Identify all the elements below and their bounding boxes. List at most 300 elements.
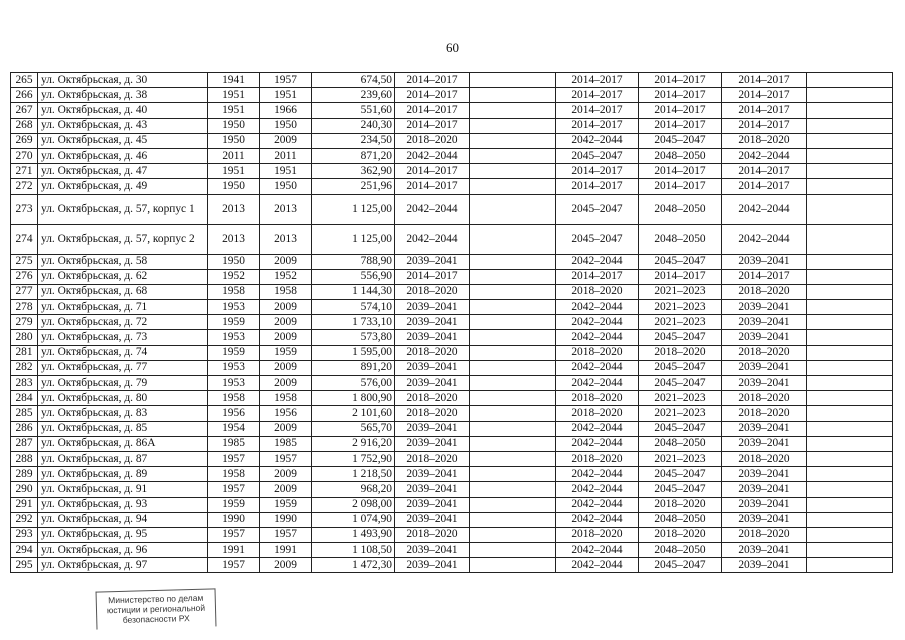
period-1-cell: 2039–2041 bbox=[395, 497, 470, 512]
address-cell: ул. Октябрьская, д. 46 bbox=[38, 148, 208, 163]
period-6-cell bbox=[807, 330, 893, 345]
address-cell: ул. Октябрьская, д. 86А bbox=[38, 436, 208, 451]
year-cell: 1959 bbox=[260, 345, 312, 360]
address-cell: ул. Октябрьская, д. 57, корпус 2 bbox=[38, 224, 208, 254]
address-cell: ул. Октябрьская, д. 57, корпус 1 bbox=[38, 194, 208, 224]
period-1-cell: 2039–2041 bbox=[395, 558, 470, 573]
period-2-cell bbox=[470, 436, 556, 451]
year-cell: 2009 bbox=[260, 133, 312, 148]
period-4-cell: 2018–2020 bbox=[639, 345, 722, 360]
period-5-cell: 2014–2017 bbox=[722, 179, 807, 194]
row-number: 286 bbox=[11, 421, 38, 436]
period-6-cell bbox=[807, 118, 893, 133]
row-number: 275 bbox=[11, 254, 38, 269]
period-2-cell bbox=[470, 391, 556, 406]
area-cell: 573,80 bbox=[312, 330, 395, 345]
period-6-cell bbox=[807, 451, 893, 466]
period-4-cell: 2045–2047 bbox=[639, 376, 722, 391]
year-cell: 1951 bbox=[260, 88, 312, 103]
period-5-cell: 2018–2020 bbox=[722, 345, 807, 360]
period-2-cell bbox=[470, 300, 556, 315]
period-3-cell: 2018–2020 bbox=[556, 391, 639, 406]
page-number: 60 bbox=[446, 40, 459, 55]
period-2-cell bbox=[470, 558, 556, 573]
period-6-cell bbox=[807, 269, 893, 284]
period-4-cell: 2014–2017 bbox=[639, 118, 722, 133]
period-3-cell: 2014–2017 bbox=[556, 88, 639, 103]
period-6-cell bbox=[807, 133, 893, 148]
area-cell: 240,30 bbox=[312, 118, 395, 133]
period-2-cell bbox=[470, 543, 556, 558]
period-4-cell: 2018–2020 bbox=[639, 527, 722, 542]
row-number: 295 bbox=[11, 558, 38, 573]
period-3-cell: 2042–2044 bbox=[556, 497, 639, 512]
address-cell: ул. Октябрьская, д. 87 bbox=[38, 451, 208, 466]
year-cell: 1956 bbox=[260, 406, 312, 421]
address-cell: ул. Октябрьская, д. 68 bbox=[38, 284, 208, 299]
year-built-cell: 1958 bbox=[208, 467, 260, 482]
period-4-cell: 2045–2047 bbox=[639, 330, 722, 345]
row-number: 287 bbox=[11, 436, 38, 451]
period-4-cell: 2045–2047 bbox=[639, 133, 722, 148]
year-built-cell: 1953 bbox=[208, 300, 260, 315]
period-3-cell: 2018–2020 bbox=[556, 284, 639, 299]
period-5-cell: 2014–2017 bbox=[722, 103, 807, 118]
row-number: 292 bbox=[11, 512, 38, 527]
period-1-cell: 2039–2041 bbox=[395, 315, 470, 330]
year-built-cell: 1957 bbox=[208, 558, 260, 573]
area-cell: 2 098,00 bbox=[312, 497, 395, 512]
period-1-cell: 2014–2017 bbox=[395, 88, 470, 103]
table-row bbox=[11, 88, 893, 103]
period-5-cell: 2039–2041 bbox=[722, 558, 807, 573]
period-1-cell: 2039–2041 bbox=[395, 512, 470, 527]
area-cell: 574,10 bbox=[312, 300, 395, 315]
address-cell: ул. Октябрьская, д. 45 bbox=[38, 133, 208, 148]
period-5-cell: 2042–2044 bbox=[722, 148, 807, 163]
year-built-cell: 1953 bbox=[208, 330, 260, 345]
year-built-cell: 1959 bbox=[208, 345, 260, 360]
address-cell: ул. Октябрьская, д. 85 bbox=[38, 421, 208, 436]
period-3-cell: 2042–2044 bbox=[556, 482, 639, 497]
row-number: 273 bbox=[11, 194, 38, 224]
period-5-cell: 2039–2041 bbox=[722, 254, 807, 269]
area-cell: 565,70 bbox=[312, 421, 395, 436]
period-2-cell bbox=[470, 360, 556, 375]
area-cell: 1 144,30 bbox=[312, 284, 395, 299]
period-1-cell: 2039–2041 bbox=[395, 254, 470, 269]
period-1-cell: 2039–2041 bbox=[395, 467, 470, 482]
year-built-cell: 1951 bbox=[208, 103, 260, 118]
period-6-cell bbox=[807, 103, 893, 118]
area-cell: 1 472,30 bbox=[312, 558, 395, 573]
area-cell: 1 074,90 bbox=[312, 512, 395, 527]
row-number: 272 bbox=[11, 179, 38, 194]
area-cell: 788,90 bbox=[312, 254, 395, 269]
period-2-cell bbox=[470, 527, 556, 542]
period-6-cell bbox=[807, 527, 893, 542]
row-number: 278 bbox=[11, 300, 38, 315]
area-cell: 1 493,90 bbox=[312, 527, 395, 542]
year-built-cell: 1941 bbox=[208, 73, 260, 88]
period-4-cell: 2045–2047 bbox=[639, 558, 722, 573]
row-number: 285 bbox=[11, 406, 38, 421]
period-2-cell bbox=[470, 497, 556, 512]
period-5-cell: 2039–2041 bbox=[722, 497, 807, 512]
period-2-cell bbox=[470, 194, 556, 224]
period-6-cell bbox=[807, 164, 893, 179]
period-2-cell bbox=[470, 406, 556, 421]
period-6-cell bbox=[807, 421, 893, 436]
year-cell: 1952 bbox=[260, 269, 312, 284]
period-5-cell: 2039–2041 bbox=[722, 330, 807, 345]
period-1-cell: 2018–2020 bbox=[395, 284, 470, 299]
period-6-cell bbox=[807, 194, 893, 224]
period-2-cell bbox=[470, 133, 556, 148]
year-cell: 2009 bbox=[260, 254, 312, 269]
period-6-cell bbox=[807, 254, 893, 269]
period-1-cell: 2018–2020 bbox=[395, 451, 470, 466]
year-cell: 2009 bbox=[260, 558, 312, 573]
address-cell: ул. Октябрьская, д. 91 bbox=[38, 482, 208, 497]
period-6-cell bbox=[807, 284, 893, 299]
row-number: 271 bbox=[11, 164, 38, 179]
period-2-cell bbox=[470, 254, 556, 269]
table-row bbox=[11, 224, 893, 254]
period-4-cell: 2048–2050 bbox=[639, 224, 722, 254]
period-1-cell: 2014–2017 bbox=[395, 164, 470, 179]
year-cell: 2009 bbox=[260, 467, 312, 482]
row-number: 284 bbox=[11, 391, 38, 406]
address-cell: ул. Октябрьская, д. 79 bbox=[38, 376, 208, 391]
period-3-cell: 2042–2044 bbox=[556, 543, 639, 558]
period-6-cell bbox=[807, 73, 893, 88]
period-6-cell bbox=[807, 512, 893, 527]
period-5-cell: 2039–2041 bbox=[722, 315, 807, 330]
year-built-cell: 1950 bbox=[208, 133, 260, 148]
stamp-line-2: юстиции и региональной bbox=[106, 602, 206, 616]
table-row bbox=[11, 73, 893, 88]
period-2-cell bbox=[470, 284, 556, 299]
year-cell: 1957 bbox=[260, 451, 312, 466]
period-2-cell bbox=[470, 512, 556, 527]
period-5-cell: 2018–2020 bbox=[722, 451, 807, 466]
area-cell: 1 595,00 bbox=[312, 345, 395, 360]
period-4-cell: 2021–2023 bbox=[639, 284, 722, 299]
period-1-cell: 2039–2041 bbox=[395, 300, 470, 315]
period-4-cell: 2014–2017 bbox=[639, 73, 722, 88]
year-built-cell: 2011 bbox=[208, 148, 260, 163]
table-row bbox=[11, 254, 893, 269]
row-number: 288 bbox=[11, 451, 38, 466]
address-cell: ул. Октябрьская, д. 58 bbox=[38, 254, 208, 269]
table-body bbox=[11, 73, 893, 573]
area-cell: 251,96 bbox=[312, 179, 395, 194]
period-4-cell: 2045–2047 bbox=[639, 482, 722, 497]
period-4-cell: 2021–2023 bbox=[639, 451, 722, 466]
year-cell: 1957 bbox=[260, 527, 312, 542]
area-cell: 234,50 bbox=[312, 133, 395, 148]
area-cell: 891,20 bbox=[312, 360, 395, 375]
table-row bbox=[11, 360, 893, 375]
period-5-cell: 2018–2020 bbox=[722, 391, 807, 406]
period-4-cell: 2014–2017 bbox=[639, 164, 722, 179]
year-cell: 1951 bbox=[260, 164, 312, 179]
year-cell: 1957 bbox=[260, 73, 312, 88]
table-row bbox=[11, 148, 893, 163]
period-1-cell: 2039–2041 bbox=[395, 330, 470, 345]
period-2-cell bbox=[470, 118, 556, 133]
table-row bbox=[11, 512, 893, 527]
address-cell: ул. Октябрьская, д. 62 bbox=[38, 269, 208, 284]
area-cell: 968,20 bbox=[312, 482, 395, 497]
period-4-cell: 2014–2017 bbox=[639, 269, 722, 284]
period-1-cell: 2014–2017 bbox=[395, 179, 470, 194]
period-4-cell: 2045–2047 bbox=[639, 467, 722, 482]
period-3-cell: 2014–2017 bbox=[556, 103, 639, 118]
period-4-cell: 2021–2023 bbox=[639, 406, 722, 421]
period-5-cell: 2039–2041 bbox=[722, 360, 807, 375]
period-4-cell: 2021–2023 bbox=[639, 300, 722, 315]
period-4-cell: 2048–2050 bbox=[639, 436, 722, 451]
row-number: 269 bbox=[11, 133, 38, 148]
period-6-cell bbox=[807, 88, 893, 103]
stamp-line-3: безопасности РХ bbox=[122, 613, 190, 625]
address-cell: ул. Октябрьская, д. 93 bbox=[38, 497, 208, 512]
period-5-cell: 2039–2041 bbox=[722, 436, 807, 451]
table-row bbox=[11, 345, 893, 360]
area-cell: 1 733,10 bbox=[312, 315, 395, 330]
year-cell: 2009 bbox=[260, 482, 312, 497]
area-cell: 551,60 bbox=[312, 103, 395, 118]
table-row bbox=[11, 133, 893, 148]
period-1-cell: 2018–2020 bbox=[395, 133, 470, 148]
period-4-cell: 2045–2047 bbox=[639, 360, 722, 375]
address-cell: ул. Октябрьская, д. 43 bbox=[38, 118, 208, 133]
table-row bbox=[11, 497, 893, 512]
period-6-cell bbox=[807, 436, 893, 451]
period-3-cell: 2014–2017 bbox=[556, 73, 639, 88]
period-5-cell: 2014–2017 bbox=[722, 118, 807, 133]
address-cell: ул. Октябрьская, д. 40 bbox=[38, 103, 208, 118]
period-3-cell: 2042–2044 bbox=[556, 421, 639, 436]
table-row bbox=[11, 376, 893, 391]
period-4-cell: 2021–2023 bbox=[639, 315, 722, 330]
stamp bbox=[96, 588, 217, 629]
address-cell: ул. Октябрьская, д. 83 bbox=[38, 406, 208, 421]
address-cell: ул. Октябрьская, д. 74 bbox=[38, 345, 208, 360]
period-4-cell: 2048–2050 bbox=[639, 194, 722, 224]
table-row bbox=[11, 300, 893, 315]
period-6-cell bbox=[807, 543, 893, 558]
period-1-cell: 2039–2041 bbox=[395, 376, 470, 391]
table-row bbox=[11, 284, 893, 299]
period-4-cell: 2048–2050 bbox=[639, 543, 722, 558]
period-5-cell: 2014–2017 bbox=[722, 269, 807, 284]
period-2-cell bbox=[470, 467, 556, 482]
period-1-cell: 2039–2041 bbox=[395, 421, 470, 436]
table-row bbox=[11, 421, 893, 436]
area-cell: 1 752,90 bbox=[312, 451, 395, 466]
year-cell: 1950 bbox=[260, 179, 312, 194]
table-row bbox=[11, 164, 893, 179]
period-3-cell: 2014–2017 bbox=[556, 118, 639, 133]
row-number: 277 bbox=[11, 284, 38, 299]
period-1-cell: 2014–2017 bbox=[395, 118, 470, 133]
period-2-cell bbox=[470, 269, 556, 284]
period-4-cell: 2045–2047 bbox=[639, 254, 722, 269]
address-cell: ул. Октябрьская, д. 38 bbox=[38, 88, 208, 103]
year-built-cell: 1956 bbox=[208, 406, 260, 421]
table-row bbox=[11, 269, 893, 284]
period-6-cell bbox=[807, 467, 893, 482]
period-2-cell bbox=[470, 315, 556, 330]
year-cell: 1958 bbox=[260, 391, 312, 406]
area-cell: 576,00 bbox=[312, 376, 395, 391]
year-built-cell: 1990 bbox=[208, 512, 260, 527]
address-cell: ул. Октябрьская, д. 80 bbox=[38, 391, 208, 406]
table-row bbox=[11, 118, 893, 133]
period-3-cell: 2045–2047 bbox=[556, 148, 639, 163]
year-built-cell: 1954 bbox=[208, 421, 260, 436]
table-row bbox=[11, 482, 893, 497]
year-built-cell: 1951 bbox=[208, 88, 260, 103]
period-5-cell: 2014–2017 bbox=[722, 164, 807, 179]
period-1-cell: 2039–2041 bbox=[395, 436, 470, 451]
address-cell: ул. Октябрьская, д. 94 bbox=[38, 512, 208, 527]
period-3-cell: 2042–2044 bbox=[556, 360, 639, 375]
year-cell: 1959 bbox=[260, 497, 312, 512]
year-cell: 2009 bbox=[260, 330, 312, 345]
year-cell: 2009 bbox=[260, 300, 312, 315]
period-5-cell: 2042–2044 bbox=[722, 224, 807, 254]
year-built-cell: 1959 bbox=[208, 497, 260, 512]
period-3-cell: 2042–2044 bbox=[556, 467, 639, 482]
year-built-cell: 1957 bbox=[208, 527, 260, 542]
period-5-cell: 2039–2041 bbox=[722, 421, 807, 436]
period-5-cell: 2039–2041 bbox=[722, 543, 807, 558]
period-1-cell: 2042–2044 bbox=[395, 148, 470, 163]
year-built-cell: 1953 bbox=[208, 360, 260, 375]
period-2-cell bbox=[470, 73, 556, 88]
year-cell: 1991 bbox=[260, 543, 312, 558]
year-cell: 1985 bbox=[260, 436, 312, 451]
period-1-cell: 2018–2020 bbox=[395, 406, 470, 421]
period-6-cell bbox=[807, 497, 893, 512]
area-cell: 239,60 bbox=[312, 88, 395, 103]
period-3-cell: 2042–2044 bbox=[556, 512, 639, 527]
period-1-cell: 2018–2020 bbox=[395, 345, 470, 360]
period-2-cell bbox=[470, 376, 556, 391]
address-cell: ул. Октябрьская, д. 96 bbox=[38, 543, 208, 558]
period-6-cell bbox=[807, 558, 893, 573]
year-cell: 2011 bbox=[260, 148, 312, 163]
period-4-cell: 2014–2017 bbox=[639, 103, 722, 118]
period-5-cell: 2039–2041 bbox=[722, 482, 807, 497]
period-6-cell bbox=[807, 179, 893, 194]
period-3-cell: 2042–2044 bbox=[556, 558, 639, 573]
area-cell: 362,90 bbox=[312, 164, 395, 179]
address-cell: ул. Октябрьская, д. 49 bbox=[38, 179, 208, 194]
area-cell: 674,50 bbox=[312, 73, 395, 88]
row-number: 266 bbox=[11, 88, 38, 103]
table-row bbox=[11, 391, 893, 406]
address-cell: ул. Октябрьская, д. 97 bbox=[38, 558, 208, 573]
period-1-cell: 2039–2041 bbox=[395, 543, 470, 558]
table-row bbox=[11, 315, 893, 330]
table-row bbox=[11, 179, 893, 194]
period-4-cell: 2048–2050 bbox=[639, 512, 722, 527]
address-cell: ул. Октябрьская, д. 72 bbox=[38, 315, 208, 330]
row-number: 276 bbox=[11, 269, 38, 284]
year-built-cell: 2013 bbox=[208, 224, 260, 254]
period-5-cell: 2018–2020 bbox=[722, 527, 807, 542]
year-cell: 2009 bbox=[260, 421, 312, 436]
row-number: 290 bbox=[11, 482, 38, 497]
year-built-cell: 1959 bbox=[208, 315, 260, 330]
period-3-cell: 2042–2044 bbox=[556, 376, 639, 391]
period-2-cell bbox=[470, 164, 556, 179]
period-1-cell: 2014–2017 bbox=[395, 103, 470, 118]
period-3-cell: 2042–2044 bbox=[556, 300, 639, 315]
period-2-cell bbox=[470, 148, 556, 163]
year-cell: 1950 bbox=[260, 118, 312, 133]
area-cell: 1 800,90 bbox=[312, 391, 395, 406]
stamp-line-1: Министерство по делам bbox=[108, 592, 204, 606]
period-6-cell bbox=[807, 224, 893, 254]
period-5-cell: 2014–2017 bbox=[722, 73, 807, 88]
year-built-cell: 1952 bbox=[208, 269, 260, 284]
period-3-cell: 2018–2020 bbox=[556, 345, 639, 360]
period-2-cell bbox=[470, 179, 556, 194]
year-built-cell: 1985 bbox=[208, 436, 260, 451]
period-4-cell: 2014–2017 bbox=[639, 179, 722, 194]
period-5-cell: 2039–2041 bbox=[722, 376, 807, 391]
row-number: 267 bbox=[11, 103, 38, 118]
row-number: 268 bbox=[11, 118, 38, 133]
period-3-cell: 2042–2044 bbox=[556, 254, 639, 269]
period-5-cell: 2018–2020 bbox=[722, 284, 807, 299]
area-cell: 1 218,50 bbox=[312, 467, 395, 482]
table-row bbox=[11, 406, 893, 421]
period-4-cell: 2014–2017 bbox=[639, 88, 722, 103]
period-2-cell bbox=[470, 103, 556, 118]
period-3-cell: 2042–2044 bbox=[556, 436, 639, 451]
period-6-cell bbox=[807, 360, 893, 375]
row-number: 289 bbox=[11, 467, 38, 482]
year-built-cell: 1951 bbox=[208, 164, 260, 179]
address-cell: ул. Октябрьская, д. 77 bbox=[38, 360, 208, 375]
period-1-cell: 2014–2017 bbox=[395, 269, 470, 284]
year-cell: 2009 bbox=[260, 360, 312, 375]
year-cell: 2013 bbox=[260, 224, 312, 254]
year-built-cell: 1957 bbox=[208, 482, 260, 497]
row-number: 294 bbox=[11, 543, 38, 558]
period-3-cell: 2014–2017 bbox=[556, 179, 639, 194]
period-4-cell: 2018–2020 bbox=[639, 497, 722, 512]
period-2-cell bbox=[470, 482, 556, 497]
year-cell: 1990 bbox=[260, 512, 312, 527]
year-built-cell: 1958 bbox=[208, 391, 260, 406]
year-built-cell: 1957 bbox=[208, 451, 260, 466]
period-6-cell bbox=[807, 315, 893, 330]
table-row bbox=[11, 330, 893, 345]
period-5-cell: 2039–2041 bbox=[722, 467, 807, 482]
period-5-cell: 2018–2020 bbox=[722, 406, 807, 421]
period-3-cell: 2018–2020 bbox=[556, 406, 639, 421]
year-built-cell: 1950 bbox=[208, 179, 260, 194]
table-row bbox=[11, 467, 893, 482]
